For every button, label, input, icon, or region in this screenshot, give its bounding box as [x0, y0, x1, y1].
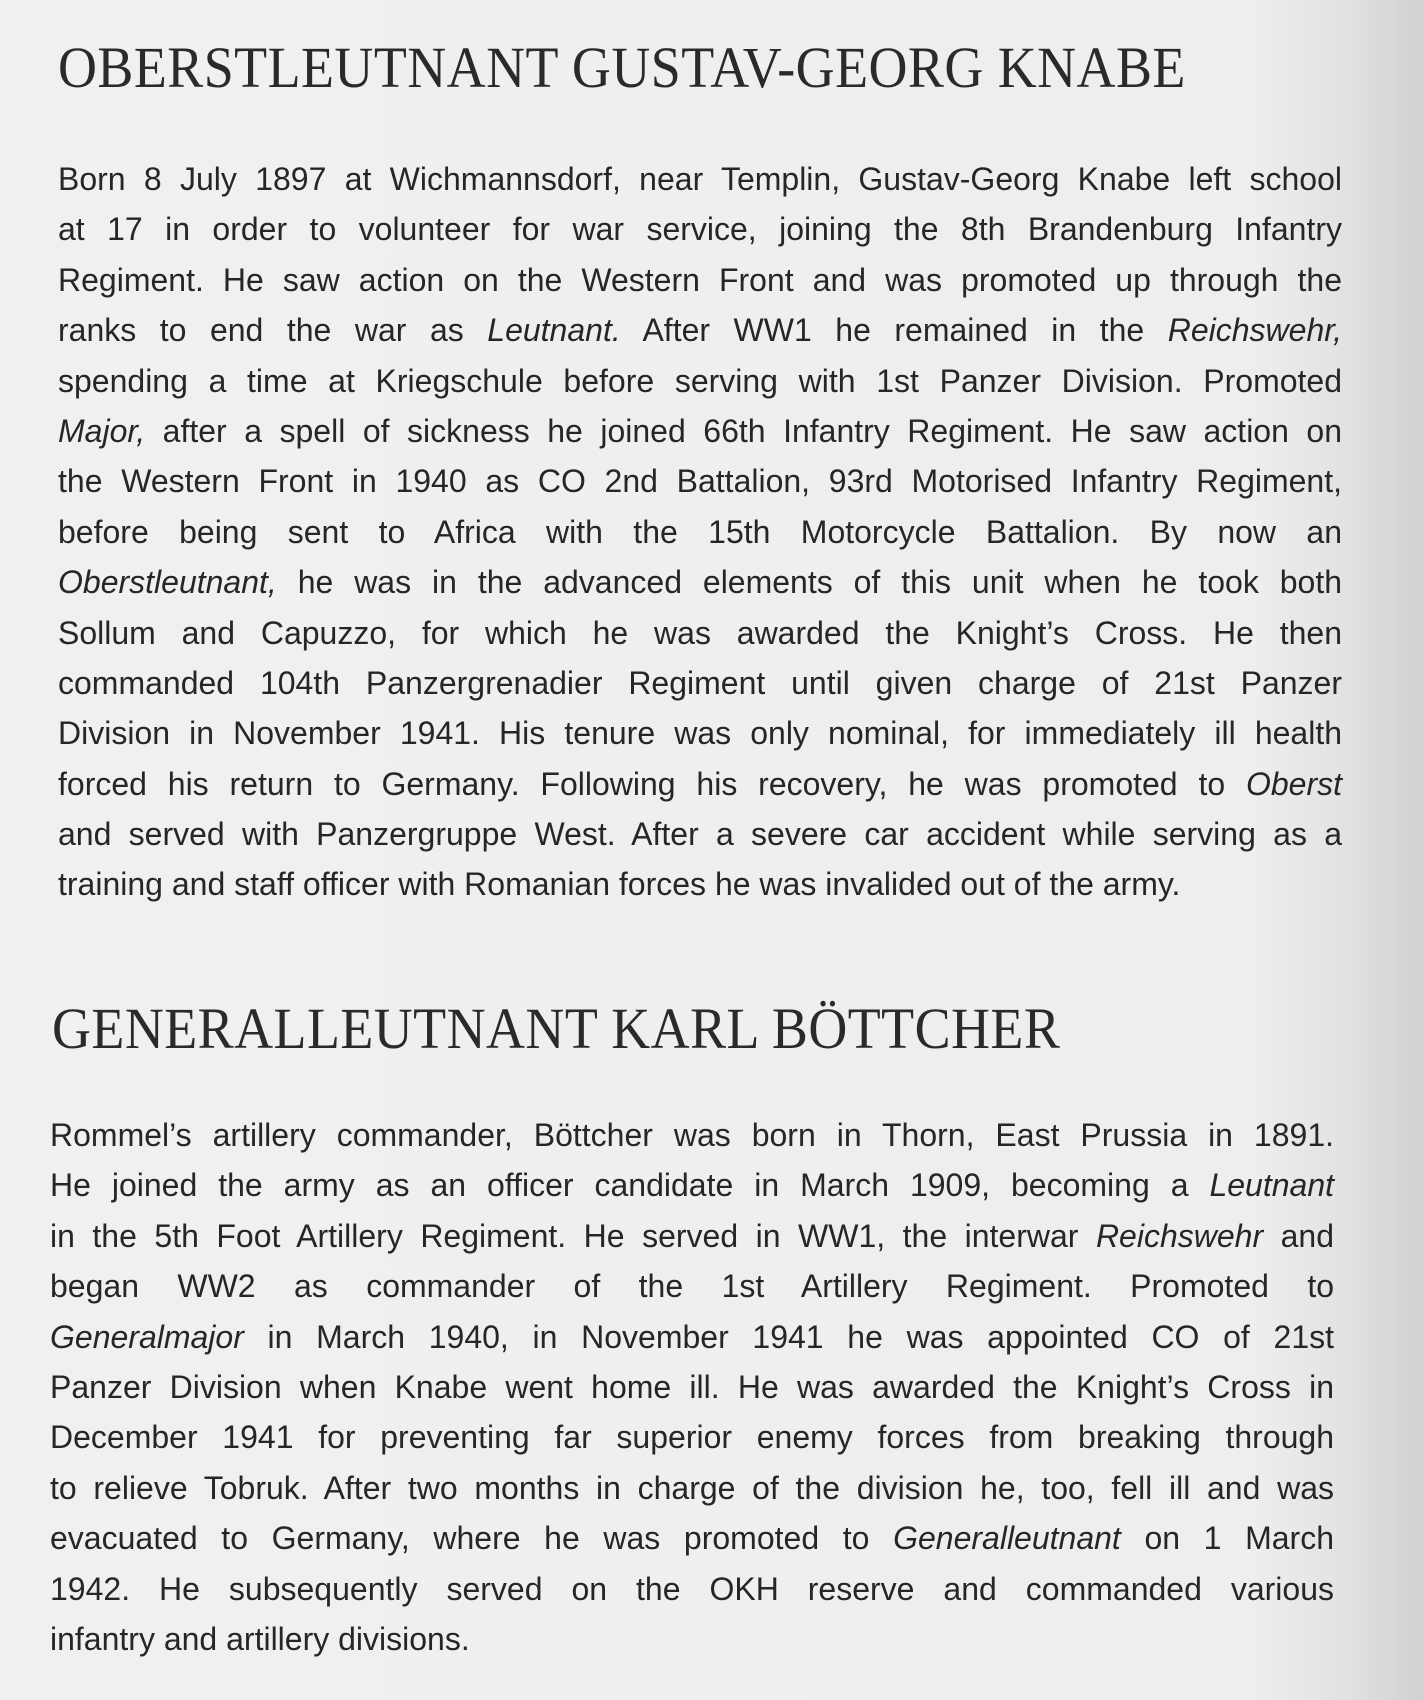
- biography-paragraph-knabe: [58, 154, 1342, 910]
- text-line: [58, 154, 1342, 204]
- text-line: [50, 1211, 1334, 1261]
- text-segment: He joined the army as an officer candidate in March 1909, becoming a: [50, 1167, 1210, 1204]
- text-line: [58, 859, 1342, 909]
- text-line: [58, 204, 1342, 254]
- text-line: [50, 1463, 1334, 1513]
- biography-paragraph-bottcher: [50, 1110, 1334, 1664]
- text-line: [50, 1513, 1334, 1563]
- italic-term: Oberstleutnant,: [58, 564, 277, 601]
- text-line: [58, 658, 1342, 708]
- text-segment: evacuated to Germany, where he was promoted to: [50, 1520, 894, 1557]
- text-segment: Sollum and Capuzzo, for which he was awarded the Knight’s Cross. He then: [58, 614, 1342, 651]
- text-line: [58, 305, 1342, 355]
- text-line: [50, 1160, 1334, 1210]
- text-line: [58, 708, 1342, 758]
- text-segment: Born 8 July 1897 at Wichmannsdorf, near Templin, Gustav-Georg Knabe left school: [58, 161, 1342, 197]
- text-segment: ranks to end the war as: [58, 312, 488, 349]
- section-heading-bottcher: GENERALLEUTNANT KARL BÖTTCHER: [52, 996, 1061, 1061]
- text-line: [58, 255, 1342, 305]
- text-segment: before being sent to Africa with the 15th Motorcycle Battalion. By now an: [58, 513, 1342, 550]
- section-heading-knabe: OBERSTLEUTNANT GUSTAV-GEORG KNABE: [58, 35, 1186, 100]
- text-segment: and: [1263, 1217, 1335, 1254]
- text-line: [58, 406, 1342, 456]
- text-line: [58, 507, 1342, 557]
- text-segment: on 1 March: [1120, 1520, 1335, 1557]
- text-line: [50, 1261, 1334, 1311]
- text-segment: 1942. He subsequently served on the OKH reserve and commanded various: [50, 1570, 1334, 1607]
- text-segment: December 1941 for preventing far superior enemy forces from breaking through: [50, 1419, 1334, 1456]
- text-line: [50, 1362, 1334, 1412]
- text-segment: began WW2 as commander of the 1st Artillery Regiment. Promoted to: [50, 1268, 1334, 1305]
- italic-term: Leutnant.: [487, 312, 621, 349]
- text-line: [50, 1564, 1334, 1614]
- text-segment: infantry and artillery divisions.: [50, 1620, 470, 1657]
- text-segment: to relieve Tobruk. After two months in charge of the division he, too, fell ill and was: [50, 1469, 1334, 1506]
- text-segment: in March 1940, in November 1941 he was appointed CO of 21st: [243, 1318, 1334, 1355]
- text-segment: After WW1 he remained in the: [620, 312, 1168, 349]
- italic-term: Reichswehr,: [1167, 312, 1343, 349]
- text-line: [58, 456, 1342, 506]
- italic-term: Generalleutnant: [893, 1520, 1121, 1557]
- italic-term: Generalmajor: [50, 1318, 244, 1355]
- text-segment: Division in November 1941. His tenure was only nominal, for immediately ill health: [58, 715, 1342, 752]
- text-line: [50, 1614, 1334, 1664]
- italic-term: Oberst: [1245, 765, 1342, 802]
- text-line: [50, 1110, 1334, 1160]
- text-segment: and served with Panzergruppe West. After a severe car accident while serving as a: [58, 816, 1342, 853]
- text-segment: training and staff officer with Romanian forces he was invalided out of the army.: [58, 866, 1181, 903]
- italic-term: Leutnant: [1209, 1167, 1334, 1204]
- text-segment: Rommel’s artillery commander, Böttcher was born in Thorn, East Prussia in 1891.: [50, 1117, 1334, 1153]
- text-line: [50, 1412, 1334, 1462]
- text-line: [58, 356, 1342, 406]
- text-segment: Panzer Division when Knabe went home ill. He was awarded the Knight’s Cross in: [50, 1368, 1334, 1405]
- text-line: [50, 1312, 1334, 1362]
- text-line: [58, 809, 1342, 859]
- text-segment: after a spell of sickness he joined 66th Infantry Regiment. He saw action on: [145, 412, 1342, 449]
- italic-term: Major,: [58, 412, 146, 449]
- italic-term: Reichswehr: [1095, 1217, 1264, 1254]
- text-line: [58, 759, 1342, 809]
- text-line: [58, 608, 1342, 658]
- text-segment: at 17 in order to volunteer for war service, joining the 8th Brandenburg Infantry: [58, 211, 1342, 248]
- text-segment: spending a time at Kriegschule before serving with 1st Panzer Division. Promoted: [58, 362, 1342, 399]
- text-segment: Regiment. He saw action on the Western Front and was promoted up through the: [58, 261, 1342, 298]
- text-segment: he was in the advanced elements of this unit when he took both: [276, 564, 1342, 601]
- text-segment: commanded 104th Panzergrenadier Regiment until given charge of 21st Panzer: [58, 664, 1342, 701]
- text-line: [58, 557, 1342, 607]
- text-segment: the Western Front in 1940 as CO 2nd Battalion, 93rd Motorised Infantry Regiment,: [58, 463, 1342, 500]
- text-segment: in the 5th Foot Artillery Regiment. He served in WW1, the interwar: [50, 1217, 1096, 1254]
- text-segment: forced his return to Germany. Following his recovery, he was promoted to: [58, 765, 1246, 802]
